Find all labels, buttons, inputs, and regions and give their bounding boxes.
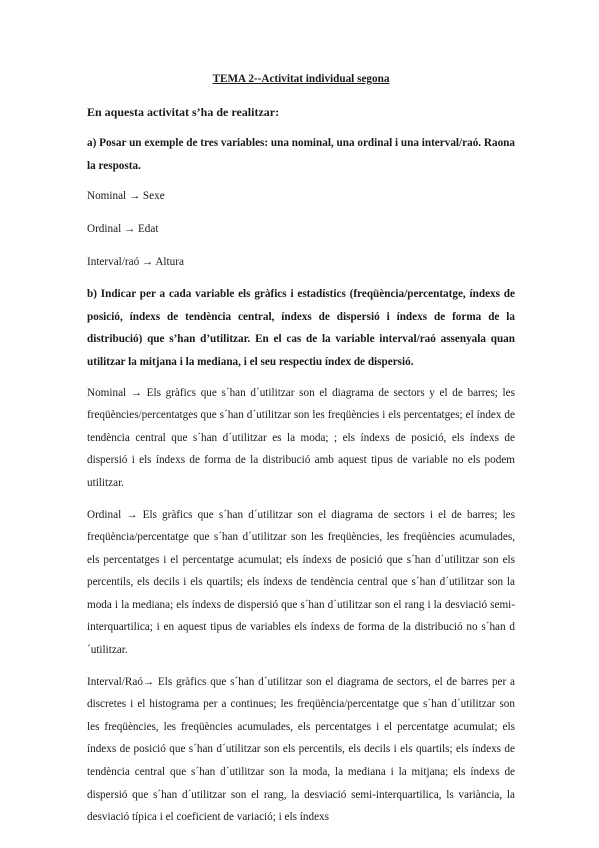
paragraph-nominal: Nominal → Els gràfics que s´han d´utilitzar son el diagrama de sectors y el de barres; les freqüències/percentatges que s´han d´utilitzar son les freqüències i els percentatges; el índex de tendència central que s´han d´utilitzar es la moda; ; els índexs de posició, els índexs de dispersió i els índexs de forma de la distribució amb aquest tipus de variable no els podem utilitzar. — [87, 386, 515, 489]
document-intro: En aquesta activitat s’ha de realitzar: — [87, 104, 280, 119]
document-page — [87, 68, 515, 838]
paragraph-ordinal: Ordinal → Els gràfics que s´han d´utilitzar son el diagrama de sectors i el de barres; les freqüència/percentatge que s´han d´utilitzar son les freqüències, les freqüències acumulades, els percentatges i el percentatge acumulat; els índexs de posició que s´han d´utilitzar son els percentils, els decils i els quartils; els índexs de tendència central que s´han d´utilitzar son la moda i la mediana; els índexs de dispersió que s´han d´utilitzar son el rang i la desviació semi-interquartilica; i en aquest tipus de variables els índexs de forma de la distribució no s´han d´utilitzar. — [87, 508, 515, 657]
answer-interval: Interval/raó → Altura — [87, 255, 184, 268]
answer-nominal: Nominal → Sexe — [87, 190, 165, 203]
document-title: TEMA 2--Activitat individual segona — [212, 73, 390, 85]
paragraph-interval: Interval/Raó→ Els gràfics que s´han d´utilitzar son el diagrama de sectors, el de barres per a discretes i el histograma per a continues; les freqüència/percentatge que s´han d´utilitzar son les freqüències, les freqüències acumulades, els percentatges i el percentatge acumulat; els índexs de posició que s´han d´utilitzar son els percentils, els decils i els quartils; els índexs de tendència central que s´han d´utilitzar son la moda, la mediana i la mitjana; els índexs de dispersió que s´han d´utilitzar son el rang, la desviació semi-interquartilica, ls variància, la desviació típica i el coeficient de variació; i els índexs — [87, 675, 515, 824]
question-a: a) Posar un exemple de tres variables: una nominal, una ordinal i una interval/raó. Raona la resposta. — [87, 137, 515, 172]
question-b: b) Indicar per a cada variable els gràfics i estadístics (freqüència/percentatge, índexs de posició, índexs de tendència central, índexs de dispersió i índexs de forma de la distribució) que s’han d’utilitzar. En el cas de la variable interval/raó assenyala quan utilitzar la mitjana i la mediana, i el seu respectiu índex de dispersió. — [87, 288, 515, 368]
answer-ordinal: Ordinal → Edat — [87, 222, 159, 235]
